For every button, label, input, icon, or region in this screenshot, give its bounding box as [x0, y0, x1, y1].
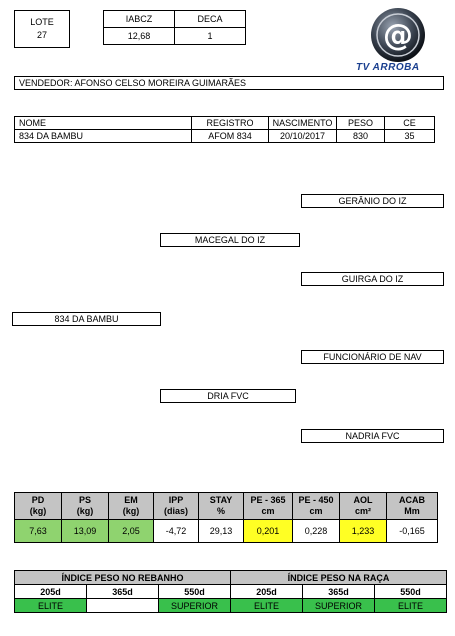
- herd-205d-value: ELITE: [15, 599, 87, 613]
- epd-header-acab: ACAB Mm: [387, 493, 438, 520]
- breed-365d-header: 365d: [303, 585, 375, 599]
- deca-value: 1: [175, 28, 246, 45]
- breed-365d-value: SUPERIOR: [303, 599, 375, 613]
- animal-registro: AFOM 834: [192, 130, 269, 143]
- col-registro: REGISTRO: [192, 117, 269, 130]
- col-peso: PESO: [337, 117, 385, 130]
- iabcz-value: 12,68: [104, 28, 175, 45]
- breed-index-header: ÍNDICE PESO NA RAÇA: [231, 571, 447, 585]
- animal-nascimento: 20/10/2017: [269, 130, 337, 143]
- breed-550d-value: ELITE: [375, 599, 447, 613]
- epd-header-aol: AOL cm²: [340, 493, 387, 520]
- epd-table: [14, 492, 438, 543]
- herd-550d-header: 550d: [159, 585, 231, 599]
- animal-ce: 35: [385, 130, 435, 143]
- herd-365d-header: 365d: [87, 585, 159, 599]
- seller-line: VENDEDOR: AFONSO CELSO MOREIRA GUIMARÃES: [14, 76, 444, 90]
- epd-header-pe450: PE - 450 cm: [293, 493, 340, 520]
- logo-text: TV ARROBA: [356, 62, 420, 73]
- animal-nome: 834 DA BAMBU: [15, 130, 192, 143]
- pedigree-sire-sire: GERÂNIO DO IZ: [301, 194, 444, 208]
- pedigree-sire: MACEGAL DO IZ: [160, 233, 300, 247]
- epd-value-pe450: 0,228: [293, 520, 340, 543]
- col-nome: NOME: [15, 117, 192, 130]
- herd-550d-value: SUPERIOR: [159, 599, 231, 613]
- tv-arroba-logo: [352, 6, 450, 76]
- epd-header-pe365: PE - 365 cm: [244, 493, 293, 520]
- lot-number: 27: [36, 30, 47, 40]
- epd-header-ps: PS (kg): [62, 493, 109, 520]
- epd-header-em: EM (kg): [109, 493, 154, 520]
- epd-value-ps: 13,09: [62, 520, 109, 543]
- epd-value-aol: 1,233: [340, 520, 387, 543]
- epd-value-acab: -0,165: [387, 520, 438, 543]
- col-ce: CE: [385, 117, 435, 130]
- epd-value-stay: 29,13: [199, 520, 244, 543]
- animal-table: [14, 116, 435, 143]
- herd-365d-value: [87, 599, 159, 613]
- epd-header-pd: PD (kg): [15, 493, 62, 520]
- pedigree-self: 834 DA BAMBU: [12, 312, 161, 326]
- pedigree-dam: DRIA FVC: [160, 389, 296, 403]
- epd-header-stay: STAY %: [199, 493, 244, 520]
- breed-205d-header: 205d: [231, 585, 303, 599]
- epd-header-ipp: IPP (dias): [154, 493, 199, 520]
- herd-205d-header: 205d: [15, 585, 87, 599]
- breed-550d-header: 550d: [375, 585, 447, 599]
- deca-header: DECA: [175, 11, 246, 28]
- epd-value-ipp: -4,72: [154, 520, 199, 543]
- pedigree-sire-dam: GUIRGA DO IZ: [301, 272, 444, 286]
- epd-value-pd: 7,63: [15, 520, 62, 543]
- pedigree-dam-sire: FUNCIONÁRIO DE NAV: [301, 350, 444, 364]
- index-table: [103, 10, 246, 45]
- lot-box: [14, 10, 70, 48]
- col-nascimento: NASCIMENTO: [269, 117, 337, 130]
- svg-text:@: @: [383, 18, 413, 53]
- breed-205d-value: ELITE: [231, 599, 303, 613]
- herd-index-header: ÍNDICE PESO NO REBANHO: [15, 571, 231, 585]
- weight-index-table: [14, 570, 447, 613]
- epd-value-em: 2,05: [109, 520, 154, 543]
- pedigree-dam-dam: NADRIA FVC: [301, 429, 444, 443]
- iabcz-header: IABCZ: [104, 11, 175, 28]
- animal-peso: 830: [337, 130, 385, 143]
- lot-label: LOTE: [30, 17, 54, 27]
- epd-value-pe365: 0,201: [244, 520, 293, 543]
